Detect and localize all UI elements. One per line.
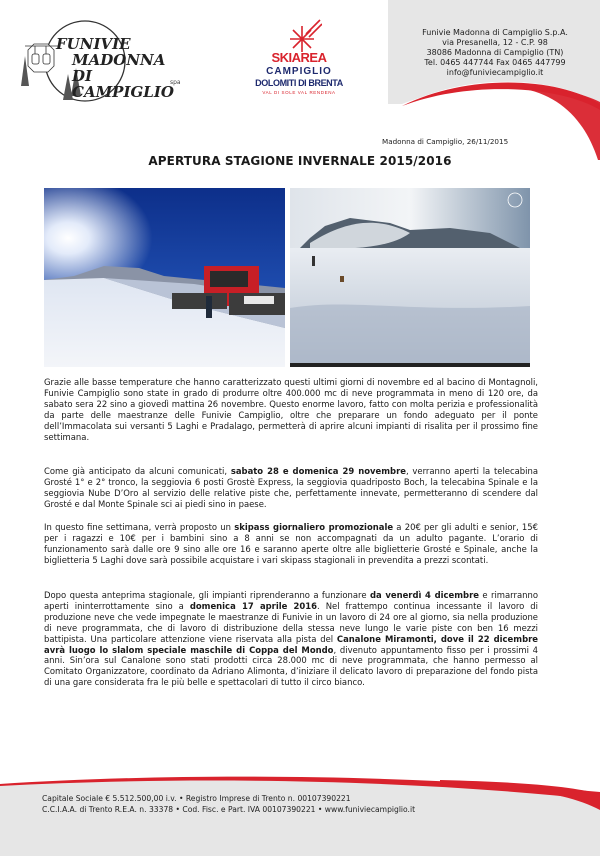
skiarea-logo [244, 14, 354, 104]
date-line: Madonna di Campiglio, 26/11/2015 [382, 137, 509, 146]
paragraph-4-bold: domenica 17 aprile 2016 [189, 600, 318, 611]
paragraph-1: Grazie alle basse temperature che hanno caratterizzato questi ultimi giorni di novembre ed al bacino di Montagnoli, Funivie Campiglio sono state in grado di produrre oltre 400.000 mc di neve programmata in meno di 120 ore, da sabato sera 22 sino a giovedì mattina 26 novembre. Questo enorme lavoro, fatto con molta perizia e professionalità da parte delle maestranze delle Funivie Campiglio, oltre che preparare un fondo adeguato per il ponte dell’Immacolata sui versanti 5 Laghi e Pradalago, permetterà di aprire alcuni impianti di risalita per il prossimo fine settimana. [44, 377, 538, 442]
paragraph-2-text: Come già anticipato da alcuni comunicati, [44, 466, 231, 476]
footer-line-1: Capitale Sociale € 5.512.500,00 i.v. • Registro Imprese di Trento n. 00107390221 [42, 794, 351, 803]
paragraph-3 [44, 522, 538, 566]
company-email[interactable]: info@funiviecampiglio.it [446, 68, 544, 77]
paragraph-2-text: , verranno aperti la telecabina Grosté 1° e 2° tronco, la seggiovia 6 posti Grostè Express, la seggiovia quadriposto Boch, la telecabina Spinale e la seggiovia Nube D’Oro al servizio delle relative piste che, perfettamente innevate, permetteranno di scendere dal Grosté e dal Monte Spinale sci ai piedi sino in paese. [44, 466, 539, 509]
skiarea-logo-name: SKIAREA [271, 50, 327, 65]
page-title: APERTURA STAGIONE INVERNALE 2015/2016 [148, 154, 452, 168]
footer-legal [42, 794, 415, 815]
company-address [400, 28, 590, 78]
funivie-logo-line2: MADONNA [72, 51, 166, 69]
paragraph-2-bold: sabato 28 e domenica 29 novembre [230, 466, 406, 476]
paragraph-4-text: . Nel frattempo continua incessante il lavoro di produzione neve che vede impegnate le maestranze di Funivie in un lavoro di 24 ore al giorno, sia nella produzione di neve programmata, che di lavoro di distribuzione della stessa neve lungo le varie piste con ben 16 mezzi battipista. Una particolare attenzione viene riservata alla pista del [44, 600, 538, 644]
skiarea-logo-line4: VAL DI SOLE VAL RENDENA [262, 90, 336, 95]
skiarea-star-icon [282, 18, 322, 54]
paragraph-4-text: e rimarranno aperti ininterrottamente sino a [44, 590, 538, 611]
paragraph-4-bold: da venerdì 4 dicembre [369, 590, 479, 600]
paragraph-4-text: Dopo questa anteprima stagionale, gli impianti riprenderanno a funzionare [44, 590, 370, 600]
paragraph-3-text: a 20€ per gli adulti e senior, 15€ per i ragazzi e 10€ per i bambini sino a 8 anni se non accompagnati da un adulto pagante. L’orario di funzionamento sarà dalle ore 9 sino alle ore 16 e saranno aperte oltre alle biglietterie Grosté e Spinale, anche la biglietteria 5 Laghi dove sarà possibile acquistare i vari skipass stagionali in prevendita a prezzi scontati. [44, 522, 539, 565]
paragraph-2 [44, 466, 538, 510]
paragraph-3-bold: skipass giornaliero promozionale [234, 522, 394, 532]
funivie-logo [20, 16, 190, 102]
paragraph-4-text: , divenuto appuntamento fisso per i prossimi 4 anni. Sin’ora sul Canalone sono stati prodotti circa 28.000 mc di neve programmata, che hanno permesso al Comitato Organizzatore, coordinato da Adriano Alimonta, d’iniziare il delicato lavoro di preparazione del fondo pista di una gare considerata fra le più belle e spettacolari di tutto il circo bianco. [44, 644, 538, 688]
photo-snowmaking [290, 188, 530, 367]
funivie-logo-line1: FUNIVIE [56, 35, 131, 53]
funivie-logo-line3: DI CAMPIGLIO [72, 67, 174, 101]
photo-snowcat [44, 188, 285, 367]
paragraph-3-text: In questo fine settimana, verrà proposto un [44, 522, 235, 532]
company-phone-fax: Tel. 0465 447744 Fax 0465 447799 [424, 58, 566, 67]
company-street: via Presanella, 12 - C.P. 98 [442, 38, 548, 47]
paragraph-4 [44, 590, 538, 688]
company-city: 38086 Madonna di Campiglio (TN) [426, 48, 564, 57]
company-name: Funivie Madonna di Campiglio S.p.A. [422, 28, 568, 37]
skiarea-logo-line3: DOLOMITI DI BRENTA [255, 78, 343, 88]
funivie-logo-suffix: spa [170, 79, 181, 86]
paragraph-4-bold: Canalone Miramonti, dove il 22 dicembre avrà luogo lo slalom speciale maschile di Coppa del Mondo [44, 633, 538, 655]
skiarea-logo-line2: CAMPIGLIO [266, 66, 332, 77]
footer-line-2: C.C.I.A.A. di Trento R.E.A. n. 33378 • Cod. Fisc. e Part. IVA 00107390221 • www.funiviecampiglio.it [42, 804, 416, 814]
